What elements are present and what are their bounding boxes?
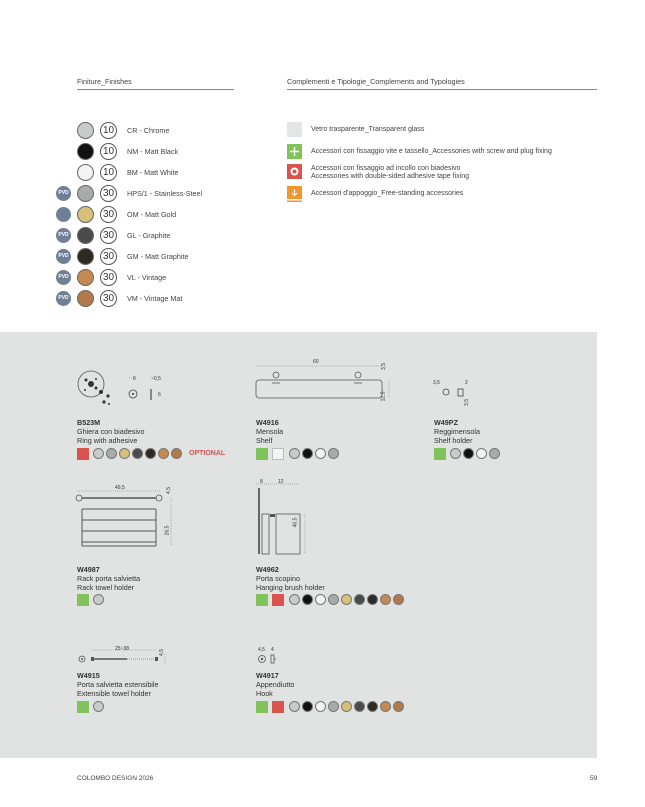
finish-row-om — [56, 206, 276, 224]
product-name-en: Ring with adhesive — [77, 436, 138, 445]
screw-plug-icon — [77, 594, 89, 606]
w4916-dim-c: 12,5 — [380, 391, 387, 402]
finish-swatch — [77, 248, 94, 265]
w4962-drawing — [252, 478, 312, 562]
product-code: W4917 — [256, 671, 279, 680]
complements-header-rule — [287, 89, 597, 90]
w4915-dim-a: 25~38 — [115, 646, 130, 652]
b523m-dim-b: ~0,5 — [151, 376, 161, 382]
finish-number: 10 — [100, 164, 117, 181]
finish-label: OM - Matt Gold — [127, 210, 177, 219]
finish-number: 30 — [100, 269, 117, 286]
w49pz-dim-b: 2 — [465, 380, 468, 386]
w4916-dim-b: 3,5 — [380, 363, 387, 370]
chip-hps — [328, 448, 339, 459]
chip-om — [341, 701, 352, 712]
pvd-badge: PVD — [56, 228, 71, 243]
finish-swatch — [77, 227, 94, 244]
w4917-finish-chips — [256, 701, 416, 713]
adhesive-icon — [272, 701, 284, 713]
chip-cr — [93, 701, 104, 712]
product-w4916 — [256, 418, 283, 445]
pvd-badge: PVD — [56, 249, 71, 264]
chip-om — [341, 594, 352, 605]
chip-vl — [158, 448, 169, 459]
product-name-it: Reggimensola — [434, 427, 480, 436]
chip-om — [119, 448, 130, 459]
finish-number: 30 — [100, 290, 117, 307]
finish-number: 10 — [100, 143, 117, 160]
chip-vm — [393, 701, 404, 712]
screw-plug-icon — [256, 594, 268, 606]
adhesive-icon — [272, 594, 284, 606]
optional-label: OPTIONAL — [189, 450, 226, 457]
chip-cr — [93, 594, 104, 605]
finish-swatch — [77, 185, 94, 202]
free-standing-icon — [287, 186, 302, 203]
product-code: W4962 — [256, 565, 279, 574]
chip-gl — [132, 448, 143, 459]
footer-brand: COLOMBO DESIGN 2026 — [77, 775, 154, 782]
finish-row-cr — [56, 122, 276, 140]
finish-row-vl — [56, 269, 276, 287]
chip-gm — [145, 448, 156, 459]
b523m-finish-chips — [77, 448, 237, 460]
finish-number: 30 — [100, 227, 117, 244]
finish-label: VM - Vintage Mat — [127, 294, 183, 303]
chip-bm — [315, 701, 326, 712]
chip-hps — [489, 448, 500, 459]
page-number: 59 — [590, 775, 598, 782]
chip-bm — [315, 594, 326, 605]
finish-row-bm — [56, 164, 276, 182]
w4962-dim-a: 8 — [260, 479, 263, 485]
chip-cr — [289, 701, 300, 712]
screw-plug-icon — [256, 701, 268, 713]
w4962-finish-chips — [256, 594, 416, 606]
adhesive-icon — [77, 448, 89, 460]
product-w4915 — [77, 671, 159, 698]
finishes-header: Finiture_Finishes — [77, 77, 132, 86]
product-code: W4987 — [77, 565, 100, 574]
glass-icon — [287, 122, 302, 137]
w4916-dim-a: 60 — [313, 359, 319, 365]
product-name-it: Ghiera con biadesivo — [77, 427, 145, 436]
w4916-finish-chips — [256, 448, 356, 460]
product-code: B523M — [77, 418, 101, 427]
w4962-dim-c: 46,5 — [292, 517, 299, 528]
chip-vm — [393, 594, 404, 605]
w4987-drawing — [73, 484, 183, 559]
screw-plug-icon — [287, 144, 302, 159]
adhesive-icon — [287, 164, 302, 179]
w4917-dim-b: 4 — [271, 647, 274, 653]
w4962-dim-b: 12 — [278, 479, 284, 485]
chip-gm — [367, 701, 378, 712]
finish-swatch — [77, 122, 94, 139]
chip-cr — [289, 594, 300, 605]
complement-line: Accessories with double-sided adhesive tape fixing — [311, 173, 469, 180]
complement-text: Vetro trasparente_Transparent glass — [311, 126, 425, 133]
finish-label: CR - Chrome — [127, 126, 170, 135]
finish-swatch — [77, 290, 94, 307]
chip-vm — [171, 448, 182, 459]
b523m-drawing — [77, 368, 167, 408]
finish-row-gl — [56, 227, 276, 245]
finish-label: GM - Matt Graphite — [127, 252, 189, 261]
b523m-dim-c: 6 — [158, 392, 161, 398]
w4915-dim-b: 4,5 — [158, 649, 165, 656]
product-code: W49PZ — [434, 418, 458, 427]
w4987-dim-b: 4,5 — [165, 487, 172, 494]
product-w4962 — [256, 565, 325, 592]
finish-label: VL - Vintage — [127, 273, 167, 282]
finish-swatch — [77, 143, 94, 160]
w4987-dim-c: 26,5 — [164, 525, 171, 536]
chip-hps — [106, 448, 117, 459]
w49pz-dim-c: 3,5 — [463, 399, 470, 406]
chip-gm — [367, 594, 378, 605]
pvd-badge: PVD — [56, 270, 71, 285]
product-b523m — [77, 418, 145, 445]
complement-text: Accessori con fissaggio vite e tassello_Accessories with screw and plug fixing — [311, 148, 552, 155]
product-w4917 — [256, 671, 294, 698]
product-name-it: Porta salvietta estensibile — [77, 680, 159, 689]
pvd-badge: PVD — [56, 291, 71, 306]
chip-hps — [328, 594, 339, 605]
finish-row-nm — [56, 143, 276, 161]
finish-number: 10 — [100, 122, 117, 139]
finish-swatch — [77, 206, 94, 223]
w4987-dim-a: 49,5 — [115, 485, 125, 491]
finish-label: BM - Matt White — [127, 168, 179, 177]
finish-row-gm — [56, 248, 276, 266]
product-name-en: Hook — [256, 689, 273, 698]
chip-nm — [302, 594, 313, 605]
pvd-badge: PVD — [56, 186, 71, 201]
product-name-en: Shelf holder — [434, 436, 473, 445]
chip-vl — [380, 594, 391, 605]
chip-nm — [302, 448, 313, 459]
chip-cr — [289, 448, 300, 459]
product-name-it: Appendiutto — [256, 680, 295, 689]
screw-plug-icon — [256, 448, 268, 460]
finishes-header-rule — [77, 89, 234, 90]
w4917-dim-a: 4,5 — [258, 647, 265, 653]
complement-line: Accessori con fissaggio ad incollo con biadesivo — [311, 165, 461, 172]
finish-label: HPS/1 - Stainless-Steel — [127, 189, 203, 198]
w49pz-finish-chips — [434, 448, 514, 460]
finish-number: 30 — [100, 206, 117, 223]
w49pz-dim-a: 3,5 — [433, 380, 440, 386]
chip-cr — [450, 448, 461, 459]
complement-text: Accessori d'appoggio_Free-standing accessories — [311, 190, 464, 197]
complement-text — [311, 165, 469, 181]
pvd-dot — [56, 207, 71, 222]
product-name-en: Rack towel holder — [77, 583, 135, 592]
finish-row-hps — [56, 185, 276, 203]
product-w4987 — [77, 565, 140, 592]
finish-number: 30 — [100, 185, 117, 202]
finish-row-vm — [56, 290, 276, 308]
finish-number: 30 — [100, 248, 117, 265]
chip-vl — [380, 701, 391, 712]
chip-nm — [463, 448, 474, 459]
product-code: W4916 — [256, 418, 279, 427]
product-name-it: Porta scopino — [256, 574, 300, 583]
w4987-finish-chips — [77, 594, 117, 606]
glass-icon — [272, 448, 284, 460]
w4916-drawing — [254, 356, 394, 406]
chip-gl — [354, 594, 365, 605]
product-name-en: Extensible towel holder — [77, 689, 151, 698]
product-name-en: Shelf — [256, 436, 273, 445]
chip-hps — [328, 701, 339, 712]
finish-label: NM - Matt Black — [127, 147, 179, 156]
complements-header: Complementi e Tipologie_Complements and Typologies — [287, 77, 465, 86]
screw-plug-icon — [77, 701, 89, 713]
product-name-en: Hanging brush holder — [256, 583, 325, 592]
chip-cr — [93, 448, 104, 459]
product-name-it: Mensola — [256, 427, 284, 436]
product-w49pz — [434, 418, 480, 445]
chip-bm — [476, 448, 487, 459]
finish-swatch — [77, 164, 94, 181]
chip-gl — [354, 701, 365, 712]
chip-nm — [302, 701, 313, 712]
product-code: W4915 — [77, 671, 100, 680]
b523m-dim-a: 6 — [133, 376, 136, 382]
finish-label: GL - Graphite — [127, 231, 171, 240]
product-name-it: Rack porta salvietta — [77, 574, 141, 583]
chip-bm — [315, 448, 326, 459]
finish-swatch — [77, 269, 94, 286]
w4915-finish-chips — [77, 701, 117, 713]
screw-plug-icon — [434, 448, 446, 460]
